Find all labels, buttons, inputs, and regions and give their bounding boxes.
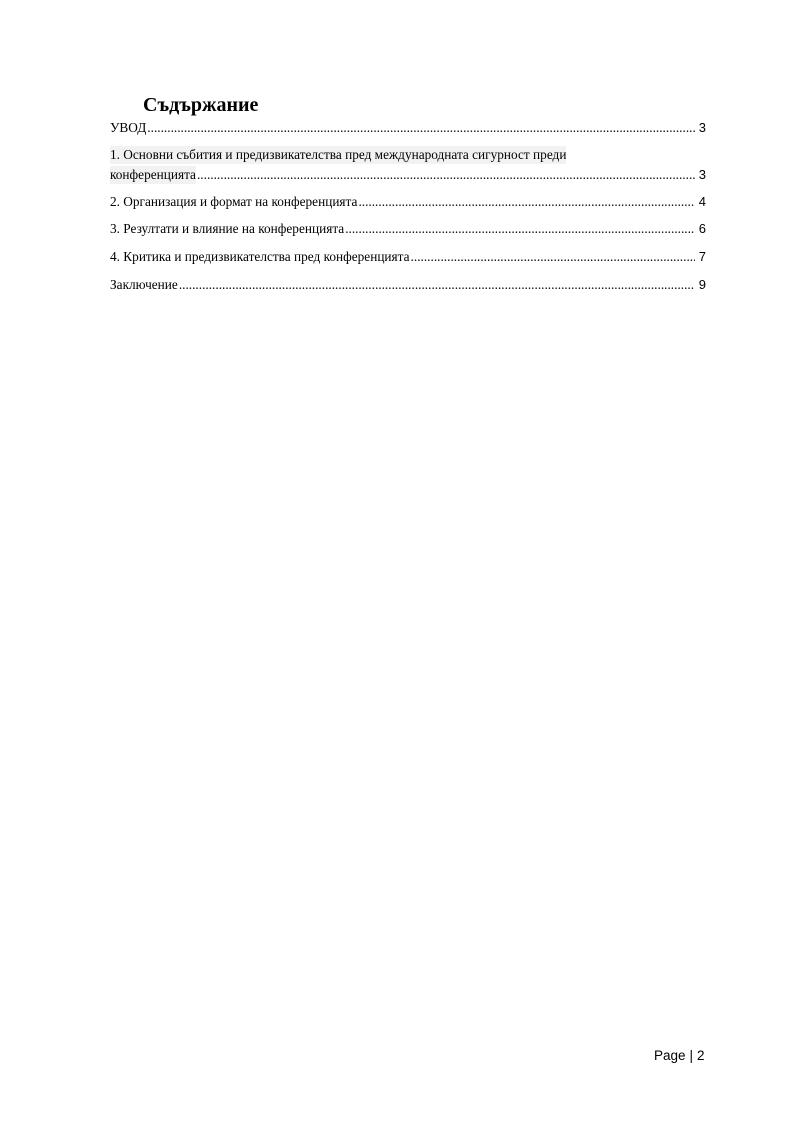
- toc-entry-label: УВОД: [110, 120, 147, 135]
- toc-entry-label: 1. Основни събития и предизвикателства пред международната сигурност преди: [110, 147, 567, 162]
- toc-entry-label: 4. Критика и предизвикателства пред конференцията: [110, 249, 410, 264]
- toc-entry-page: 3: [698, 167, 706, 182]
- toc-entry-label: Заключение: [110, 277, 178, 292]
- dot-leader: [358, 193, 695, 211]
- toc-entry-page: 9: [698, 277, 706, 292]
- toc-heading: Съдържание: [143, 94, 259, 116]
- footer-separator: |: [689, 1048, 694, 1063]
- toc-entry-3[interactable]: [110, 220, 706, 238]
- toc-entry-1-line1[interactable]: [110, 146, 706, 164]
- dot-leader: [345, 220, 695, 238]
- toc-entry-label: 3. Резултати и влияние на конференцията: [110, 221, 345, 236]
- toc-entry-intro[interactable]: [110, 119, 706, 137]
- dot-leader: [147, 119, 695, 137]
- toc-entry-label: 2. Организация и формат на конференцията: [110, 194, 358, 209]
- toc-entry-page: 3: [698, 120, 706, 135]
- dot-leader: [197, 166, 695, 184]
- toc-entry-page: 4: [698, 194, 706, 209]
- dot-leader: [411, 248, 695, 266]
- toc-entry-conclusion[interactable]: [110, 276, 706, 294]
- page-footer: [654, 1048, 705, 1063]
- toc-entry-page: 7: [698, 249, 706, 264]
- footer-page-number: 2: [697, 1048, 705, 1063]
- toc-entry-page: 6: [698, 221, 706, 236]
- toc-entry-1-line2[interactable]: [110, 166, 706, 184]
- toc-entry-2[interactable]: [110, 193, 706, 211]
- dot-leader: [179, 276, 695, 294]
- footer-page-label: Page: [654, 1048, 686, 1063]
- toc-entry-label-continued: конференцията: [110, 167, 196, 182]
- toc-entry-4[interactable]: [110, 248, 706, 266]
